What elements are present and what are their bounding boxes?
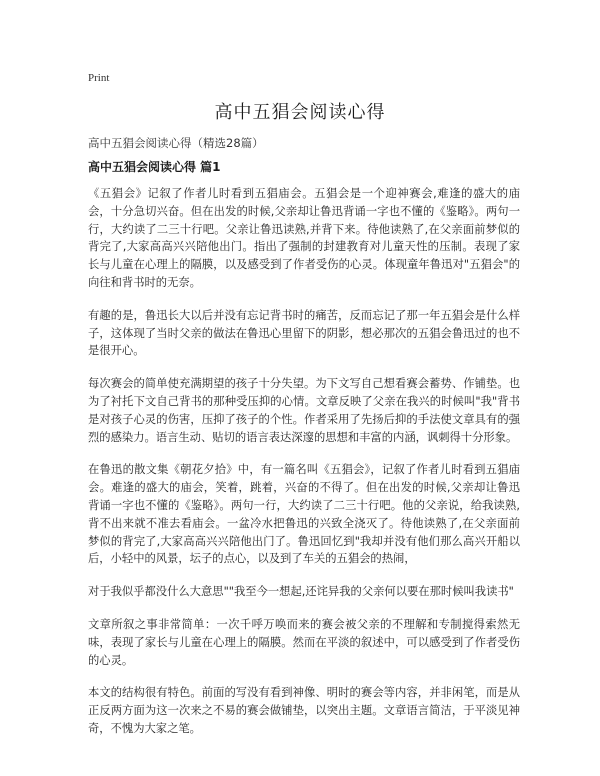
paragraph: 有趣的是，鲁迅长大以后并没有忘记背书时的痛苦，反而忘记了那一年五猖会是什么样子，这体现了当时父亲的做法在鲁迅心里留下的阴影，想必那次的五猖会鲁迅过的也不是很开心。 <box>88 308 520 358</box>
paragraph: 本文的结构很有特色。前面的写没有看到神像、明时的赛会等内容，并非闲笔，而是从正反两方面为这一次来之不易的赛会做铺垫，以突出主题。文章语言简洁，于平淡见神奇，不愧为大家之笔。 <box>88 686 520 735</box>
paragraph: 对于我似乎都没什么大意思""我至今一想起,还诧异我的父亲何以要在那时候叫我读书" <box>88 585 514 599</box>
section-heading: 高中五猖会阅读心得 篇1 <box>88 160 221 174</box>
paragraph: 《五猖会》记叙了作者儿时看到五猖庙会。五猖会是一个迎神赛会,难逢的盛大的庙会，十分急切兴奋。但在出发的时候,父亲却让鲁迅背诵一字也不懂的《鉴略》。两句一行，大约读了二三十行吧。父亲让鲁迅读熟,并背下来。待他读熟了,在父亲面前梦似的背完了,大家高高兴兴陪他出门。指出了强制的封建教育对儿童天性的压制。表现了家长与儿童在心理上的隔膜，以及感受到了作者受伤的心灵。体现童年鲁迅对"五猖会"的向往和背书时的无奈。 <box>88 187 520 289</box>
paragraph: 每次赛会的简单使充满期望的孩子十分失望。为下文写自己想看赛会蓄势、作铺垫。也为了衬托下文自己背书的那种受压抑的心情。文章反映了父亲在我兴的时候叫"我"背书是对孩子心灵的伤害，压抑了孩子的个性。作者采用了先扬后抑的手法使文章具有的强烈的感染力。语言生动、贴切的语言表达深邃的思想和丰富的内涵，讽刺得十分形象。 <box>88 377 520 444</box>
print-link[interactable]: Print <box>88 72 110 84</box>
article-body <box>88 185 520 753</box>
document-title: 高中五猖会阅读心得 <box>214 102 386 123</box>
paragraph: 在鲁迅的散文集《朝花夕拾》中，有一篇名叫《五猖会》，记叙了作者儿时看到五猖庙会。难逢的盛大的庙会，笑着，跳着，兴奋的不得了。但在出发的时候,父亲却让鲁迅背诵一字也不懂的《鉴略》。两句一行，大约读了二三十行吧。他的父亲说，给我读熟,背不出来就不准去看庙会。一盆冷水把鲁迅的兴致全浇灭了。待他读熟了,在父亲面前梦似的背完了,大家高高兴兴陪他出门了。鲁迅回忆到"我却并没有他们那么高兴开船以后，小轻中的风景，坛子的点心，以及到了车关的五猖会的热闹， <box>88 463 520 566</box>
document-subtitle: 高中五猖会阅读心得（精选28篇） <box>88 136 264 150</box>
paragraph: 文章所叙之事非常简单：一次千呼万唤而来的赛会被父亲的不理解和专制搅得索然无味，表现了家长与儿童在心理上的隔膜。然而在平淡的叙述中，可以感受到了作者受伤的心灵。 <box>88 617 520 667</box>
